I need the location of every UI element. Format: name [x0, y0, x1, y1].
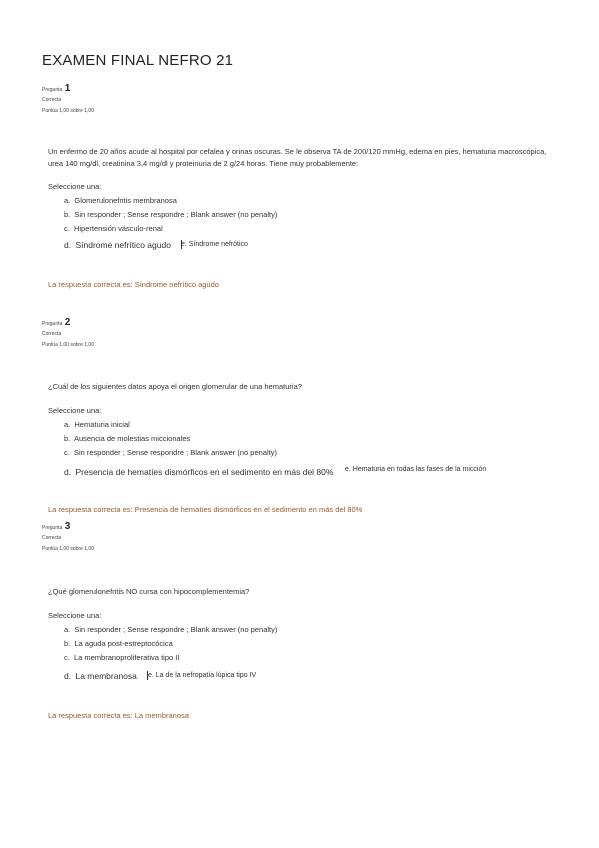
- question-status: Correcta: [42, 97, 62, 103]
- option-text: Hipertensión vásculo-renal: [73, 224, 163, 233]
- option-d[interactable]: [64, 671, 151, 681]
- option-text: Ausencia de molestias miccionales: [73, 434, 191, 443]
- select-label: Seleccione una:: [48, 182, 102, 191]
- correct-answer: La respuesta correcta es: Síndrome nefrítico agudo: [48, 280, 219, 289]
- question-score: Puntúa 1,00 sobre 1,00: [42, 108, 94, 114]
- question-3-text: ¿Qué glomerulonefritis NO cursa con hipocomplementemia?: [48, 587, 250, 596]
- option-text: Presencia de hematíes dismórficos en el sedimento en más del 80%: [75, 467, 334, 477]
- option-c[interactable]: [64, 448, 277, 457]
- option-letter: c.: [64, 224, 70, 233]
- option-letter: a.: [64, 196, 71, 205]
- select-label: Seleccione una:: [48, 406, 102, 415]
- option-e[interactable]: e. La de la nefropatía lúpica tipo IV: [148, 672, 257, 679]
- question-label: Pregunta: [42, 321, 63, 327]
- option-a[interactable]: [64, 420, 130, 429]
- option-letter: b.: [64, 210, 71, 219]
- question-status: Correcta: [42, 331, 62, 337]
- question-score: Puntúa 1,00 sobre 1,00: [42, 342, 94, 348]
- option-text: La membranoproliferativa tipo II: [73, 653, 180, 662]
- option-a[interactable]: [64, 625, 277, 634]
- option-text: Sin responder ; Sense respondre ; Blank answer (no penalty): [74, 625, 278, 634]
- option-letter: c.: [64, 653, 70, 662]
- correct-answer: La respuesta correcta es: La membranosa: [48, 711, 189, 720]
- question-status: Correcta: [42, 535, 62, 541]
- option-text: La aguda post-estreptocócica: [74, 639, 173, 648]
- question-label: Pregunta: [42, 87, 63, 93]
- option-c[interactable]: [64, 224, 163, 233]
- question-3-header: [42, 522, 94, 555]
- option-text: Sin responder ; Sense respondre ; Blank answer (no penalty): [74, 210, 278, 219]
- question-number: 3: [64, 521, 71, 532]
- option-text: Glomerulonefritis membranosa: [74, 196, 177, 205]
- option-letter: c.: [64, 448, 70, 457]
- option-letter: d.: [64, 467, 72, 477]
- option-d[interactable]: [64, 467, 333, 477]
- option-text: Sin responder ; Sense respondre ; Blank answer (no penalty): [73, 448, 277, 457]
- correct-answer: La respuesta correcta es: Presencia de hematíes dismórficos en el sedimento en más del 80%: [48, 505, 363, 514]
- option-letter: b.: [64, 639, 71, 648]
- option-text: Síndrome nefrítico agudo: [75, 240, 171, 250]
- question-number: 2: [64, 317, 71, 328]
- option-b[interactable]: [64, 210, 277, 219]
- option-letter: a.: [64, 625, 71, 634]
- select-label: Seleccione una:: [48, 611, 102, 620]
- option-letter: b.: [64, 434, 71, 443]
- option-letter: a.: [64, 420, 71, 429]
- option-b[interactable]: [64, 434, 190, 443]
- option-letter: d.: [64, 671, 72, 681]
- question-1-header: [42, 84, 94, 117]
- option-text: La membranosa: [75, 671, 137, 681]
- question-2-text: ¿Cuál de los siguientes datos apoya el origen glomerular de una hematuria?: [48, 382, 302, 391]
- question-1-text: Un enfermo de 20 años acude al hospital por cefalea y orinas oscuras. Se le observa TA de 200/120 mmHg, edema en pies, hematuria macroscópica, urea 140 mg/dl, creatinina 3,4 mg/dl y proteinuria de 2 g/24 horas. Tiene muy probablemente:: [48, 147, 547, 168]
- question-label: Pregunta: [42, 525, 63, 531]
- option-e[interactable]: e. Hematuria en todas las fases de la micción: [345, 466, 487, 473]
- option-a[interactable]: [64, 196, 177, 205]
- question-score: Puntúa 1,00 sobre 1,00: [42, 546, 94, 552]
- question-2-header: [42, 318, 94, 351]
- question-number: 1: [64, 83, 71, 94]
- option-e[interactable]: e. Síndrome nefrótico: [181, 241, 248, 248]
- option-c[interactable]: [64, 653, 179, 662]
- option-d[interactable]: [64, 240, 185, 250]
- option-text: Hematuria inicial: [74, 420, 130, 429]
- option-letter: d.: [64, 240, 72, 250]
- option-b[interactable]: [64, 639, 173, 648]
- page-title: EXAMEN FINAL NEFRO 21: [42, 52, 234, 69]
